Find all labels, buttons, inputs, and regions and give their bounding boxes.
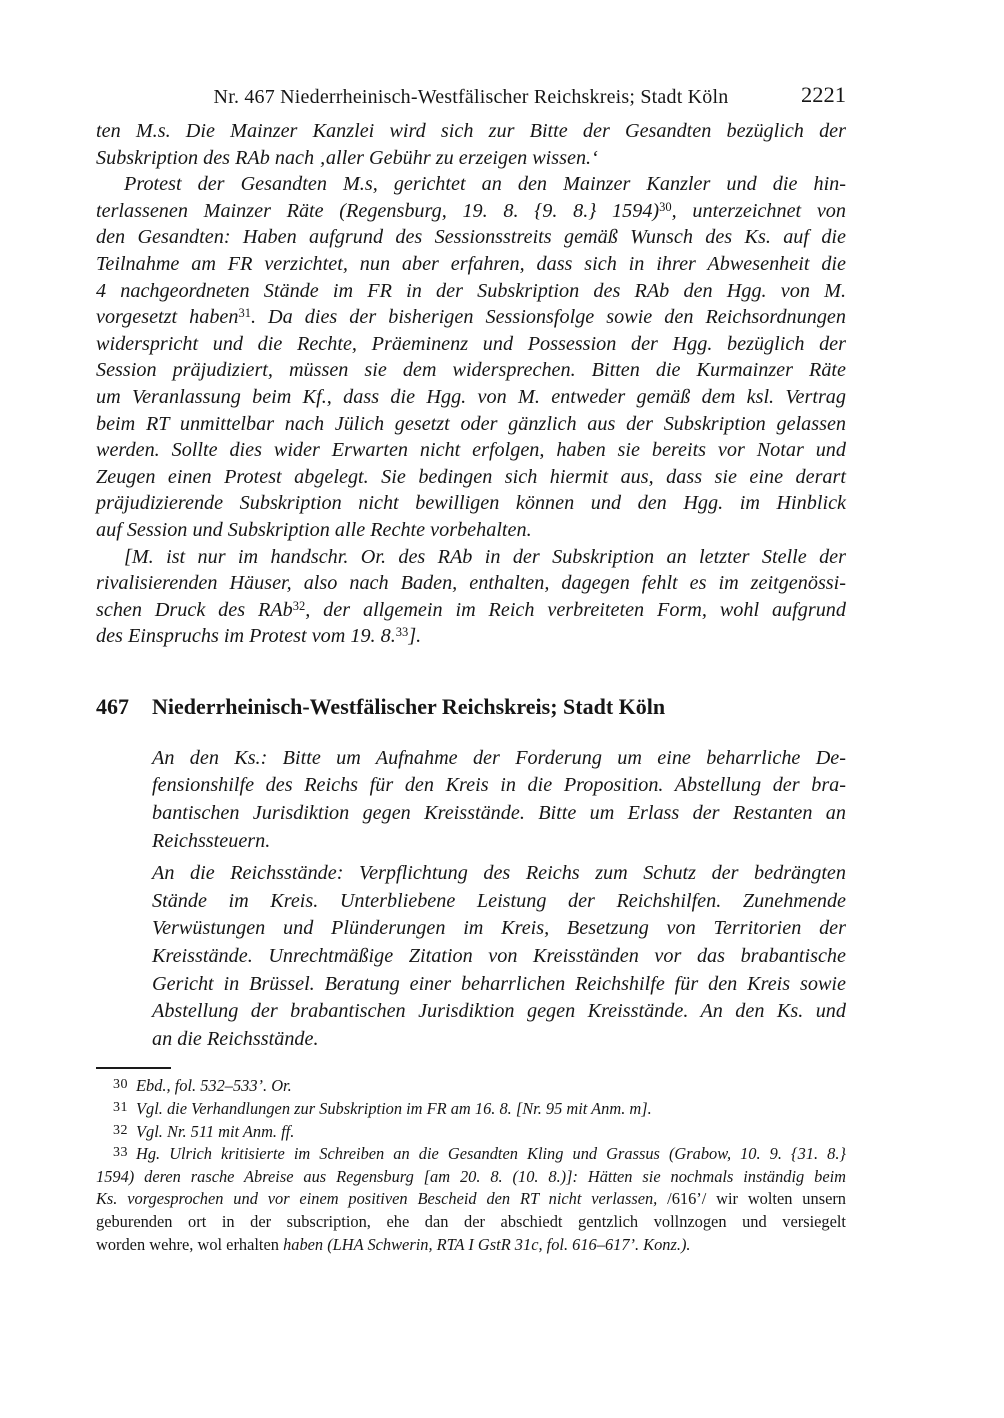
footnote-separator <box>96 1067 171 1069</box>
text-line: präjudizierende Subskription nicht bewilligen können und den Hgg. im Hinblick <box>96 492 846 515</box>
text-line: an die Reichsstände. <box>152 1027 319 1050</box>
text-line: Verwüstungen und Plünderungen im Kreis, Besetzung von Territorien der <box>152 917 846 940</box>
text-line: vorgesetzt haben$^{31}$. Da dies der bisherigen Sessionsfolge sowie den Reichsordnungen <box>96 306 846 329</box>
text-line: Kreisstände. Unrechtmäßige Zitation von Kreisständen vor das brabantische <box>152 945 846 968</box>
text-line: Zeugen einen Protest abgelegt. Sie bedingen sich hiermit aus, dass sie eine derart <box>96 465 846 488</box>
footnotes-section <box>96 1067 846 1256</box>
footnote-ref: 31 <box>238 306 251 321</box>
footnote-line: $^{32}$ Vgl. Nr. 511 mit Anm. ff. <box>113 1121 295 1141</box>
running-head: Nr. 467 Niederrheinisch-Westfälischer Reichskreis; Stadt Köln <box>213 86 729 108</box>
text-line: widerspricht und die Rechte, Präeminenz und Possession der Hgg. bezüglich der <box>96 332 846 355</box>
paragraph <box>96 118 846 171</box>
footnote-line: $^{30}$ Ebd., fol. 532–533’. Or. <box>113 1076 292 1096</box>
text-line: fensionshilfe des Reichs für den Kreis in die Proposition. Abstellung der bra- <box>152 774 846 797</box>
text-line: werden. Sollte dies wider Erwarten nicht erfolgen, haben sie bereits vor Notar und <box>96 439 846 462</box>
quoted-source-text: geburenden ort in der subscription, ehe dan der abschiedt gentzlich vollnzogen und versiegelt <box>96 1211 846 1231</box>
page-number: 2221 <box>801 82 846 107</box>
footnote-31 <box>96 1098 846 1121</box>
text-line: des Einspruchs im Protest vom 19. 8.33]. <box>96 625 422 648</box>
footnote-line: worden wehre, wol erhalten haben (LHA Schwerin, RTA I GstR 31c, fol. 616–617’. Konz.). <box>96 1234 691 1254</box>
page-header <box>96 84 846 110</box>
entry-heading <box>96 693 846 720</box>
text-line: Abstellung der brabantischen Jurisdiktion gegen Kreisstände. An den Ks. und <box>152 1000 846 1023</box>
text-line: bantischen Jurisdiktion gegen Kreisstände. Bitte um Erlass der Restanten an <box>152 802 846 825</box>
text-line: 4 nachgeordneten Stände im FR in der Subskription des RAb den Hgg. von M. <box>96 279 846 302</box>
text-line: terlassenen Mainzer Räte (Regensburg, 19. 8. {9. 8.} 1594)$^{30}$, unterzeichnet von <box>96 199 846 222</box>
text-line: rivalisierenden Häuser, also nach Baden, enthalten, dagegen fehlt es im zeitgenössi- <box>96 572 846 595</box>
text-line: Subskription des RAb nach ‚aller Gebühr zu erzeigen wissen.‘ <box>96 146 598 169</box>
text-line: An die Reichsstände: Verpflichtung des Reichs zum Schutz der bedrängten <box>152 862 846 885</box>
text-line: schen Druck des RAb$^{32}$, der allgemein im Reich verbreiteten Form, wohl aufgrund <box>96 598 846 621</box>
paragraph <box>96 544 846 650</box>
text-line: An den Ks.: Bitte um Aufnahme der Forderung um eine beharrliche De- <box>152 746 846 769</box>
paragraph <box>152 745 846 855</box>
footnote-number: 32 <box>113 1122 128 1138</box>
text-line: Session präjudiziert, müssen sie dem widersprechen. Bitten die Kurmainzer Räte <box>96 359 846 382</box>
text-line: ten M.s. Die Mainzer Kanzlei wird sich zur Bitte der Gesandten bezüglich der <box>96 120 846 142</box>
quoted-source-text: worden wehre, wol erhalten <box>96 1234 279 1254</box>
entry-title: Niederrheinisch-Westfälischer Reichskreis; Stadt Köln <box>152 693 666 719</box>
footnote-number: 31 <box>113 1100 128 1115</box>
entry-summary <box>152 745 846 1054</box>
page-body <box>96 118 846 1256</box>
footnote-number: 33 <box>113 1145 128 1161</box>
text-line: den Gesandten: Haben aufgrund des Sessionsstreits gemäß Wunsch des Ks. auf die <box>96 226 846 249</box>
footnote-33 <box>96 1143 846 1256</box>
text-line: Gericht in Brüssel. Beratung einer beharrlichen Reichshilfe für den Kreis sowie <box>152 972 846 995</box>
footnote-line: $^{31}$ Vgl. die Verhandlungen zur Subskription im FR am 16. 8. [Nr. 95 mit Anm. m]. <box>113 1099 652 1118</box>
footnote-ref: 30 <box>659 199 672 214</box>
text-line: auf Session und Subskription alle Rechte vorbehalten. <box>96 518 532 541</box>
footnote-ref: 32 <box>292 598 306 613</box>
footnote-line: Ks. vorgesprochen und vor einem positiven Bescheid den RT nicht verlassen, /616’/ wir wolten unsern <box>96 1189 846 1209</box>
text-line: Reichssteuern. <box>152 829 271 852</box>
text-line: [M. ist nur im handschr. Or. des RAb in der Subskription an letzter Stelle der <box>124 545 846 568</box>
footnote-ref: 33 <box>395 625 409 640</box>
text-line: beim RT unmittelbar nach Jülich gesetzt oder gänzlich aus der Subskription gelassen <box>96 412 846 435</box>
footnote-line: $^{33}$ Hg. Ulrich kritisierte im Schreiben an die Gesandten Kling und Grassus (Grabow, 10. 9. {31. 8.} <box>113 1144 846 1164</box>
entry-467 <box>96 693 846 1054</box>
text-line: Stände im Kreis. Unterbliebene Leistung der Reichshilfen. Zunehmende <box>152 889 846 912</box>
text-line: Protest der Gesandten M.s, gerichtet an den Mainzer Kanzler und die hin- <box>124 173 846 196</box>
entry-number: 467 <box>96 693 129 719</box>
entry-466-continuation <box>96 118 846 650</box>
quoted-source-text: /616’/ wir wolten unsern <box>667 1189 846 1209</box>
footnote-30 <box>96 1075 846 1098</box>
paragraph <box>96 171 846 543</box>
footnote-line <box>96 1211 846 1234</box>
text-line: um Veranlassung beim Kf., dass die Hgg. von M. entweder gemäß dem ksl. Vertrag <box>96 385 846 408</box>
paragraph <box>152 860 846 1053</box>
footnote-32 <box>96 1121 846 1144</box>
footnote-number: 30 <box>113 1077 128 1093</box>
text-line: Teilnahme am FR verzichtet, nun aber erfahren, dass sich in ihrer Abwesenheit die <box>96 252 846 275</box>
footnote-list <box>96 1075 846 1256</box>
footnote-line: 1594) deren rasche Abreise aus Regensburg [am 20. 8. (10. 8.)]: Hätten sie nochmals inständig beim <box>96 1166 846 1186</box>
